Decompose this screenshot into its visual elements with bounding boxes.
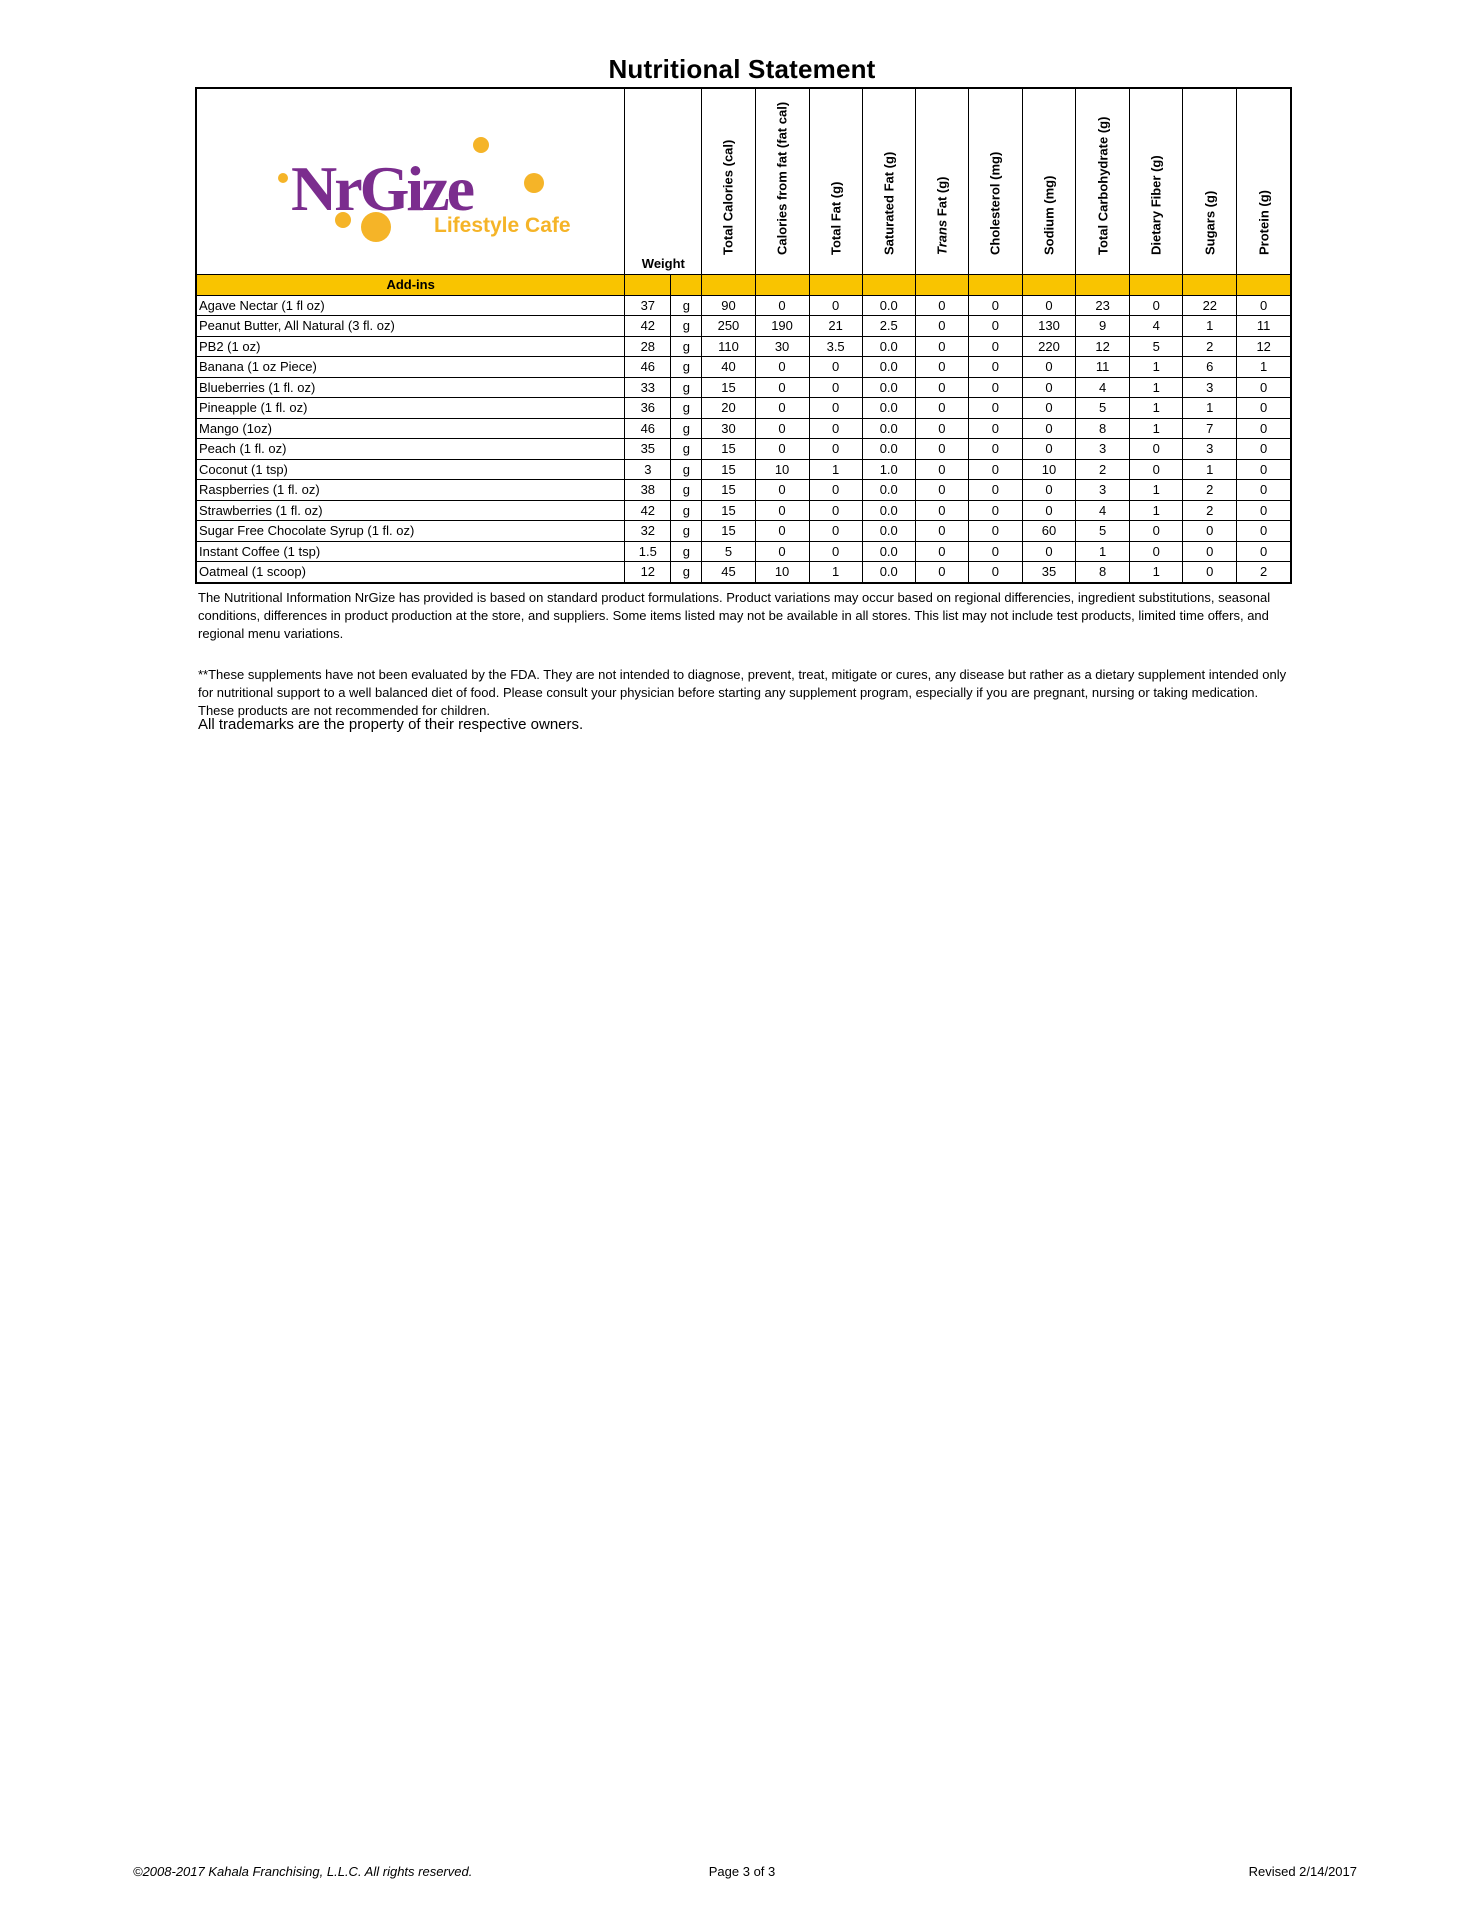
nutrient-value: 0 <box>915 336 968 357</box>
nutrient-value: 15 <box>702 459 755 480</box>
nutrient-value: 0 <box>968 336 1022 357</box>
nutrient-value: 0.0 <box>862 500 915 521</box>
item-name: Peanut Butter, All Natural (3 fl. oz) <box>196 316 625 337</box>
nutrient-value: 0 <box>1183 521 1237 542</box>
item-name: Oatmeal (1 scoop) <box>196 562 625 583</box>
nutrient-value: 2 <box>1183 336 1237 357</box>
nutrient-value: 5 <box>1076 398 1130 419</box>
nutrient-value: 0 <box>809 541 862 562</box>
nutrient-value: 0 <box>1022 377 1075 398</box>
nutrient-value: 0 <box>915 316 968 337</box>
nutrient-value: 0.0 <box>862 377 915 398</box>
nutrient-value: 190 <box>755 316 809 337</box>
nutrient-value: 8 <box>1076 562 1130 583</box>
item-name: Banana (1 oz Piece) <box>196 357 625 378</box>
item-weight-unit: g <box>671 521 702 542</box>
nutrient-value: 5 <box>1130 336 1183 357</box>
item-weight: 42 <box>625 500 671 521</box>
nutrient-value: 0 <box>968 500 1022 521</box>
nutrition-table <box>195 87 1292 584</box>
nutrient-value: 1 <box>1183 316 1237 337</box>
table-row <box>196 521 1291 542</box>
table-row <box>196 336 1291 357</box>
nutrient-value: 1 <box>1183 398 1237 419</box>
nutrient-value: 0.0 <box>862 480 915 501</box>
nutrient-value: 3 <box>1076 439 1130 460</box>
table-row <box>196 398 1291 419</box>
nutrient-value: 1 <box>1237 357 1291 378</box>
nutrient-value: 1 <box>1076 541 1130 562</box>
nutrient-value: 0 <box>915 398 968 419</box>
nutrient-value: 0 <box>968 357 1022 378</box>
logo-brand: NrGize <box>290 153 472 224</box>
nutrient-value: 0.0 <box>862 357 915 378</box>
nutrient-value: 12 <box>1237 336 1291 357</box>
footer-copyright: ©2008-2017 Kahala Franchising, L.L.C. All rights reserved. <box>133 1864 473 1879</box>
nutrient-value: 15 <box>702 480 755 501</box>
nutrient-value: 0 <box>1237 418 1291 439</box>
nutrient-value: 7 <box>1183 418 1237 439</box>
nutrient-value: 0 <box>915 521 968 542</box>
nutrient-value: 0 <box>968 418 1022 439</box>
item-weight-unit: g <box>671 316 702 337</box>
item-weight-unit: g <box>671 398 702 419</box>
item-weight: 37 <box>625 295 671 316</box>
nutrient-value: 0 <box>915 562 968 583</box>
nutrient-value: 3 <box>1183 377 1237 398</box>
nutrient-value: 0.0 <box>862 398 915 419</box>
nutrient-value: 0 <box>1237 500 1291 521</box>
nutrient-value: 0 <box>809 439 862 460</box>
section-row-add-ins <box>196 275 1291 296</box>
nutrient-value: 22 <box>1183 295 1237 316</box>
logo-tagline: Lifestyle Cafe <box>433 214 571 237</box>
item-weight-unit: g <box>671 459 702 480</box>
nutrient-value: 0 <box>1237 541 1291 562</box>
nutrient-value: 10 <box>755 562 809 583</box>
nutrient-value: 15 <box>702 377 755 398</box>
item-weight: 42 <box>625 316 671 337</box>
weight-header: Weight <box>625 88 702 275</box>
nutrient-value: 0 <box>915 377 968 398</box>
footer-revised-date: Revised 2/14/2017 <box>1248 1864 1357 1879</box>
nutrient-value: 30 <box>702 418 755 439</box>
nutrient-value: 0 <box>1130 295 1183 316</box>
nutrient-value: 23 <box>1076 295 1130 316</box>
item-weight: 46 <box>625 418 671 439</box>
nutrient-value: 0 <box>968 377 1022 398</box>
nutrient-value: 250 <box>702 316 755 337</box>
section-label: Add-ins <box>196 275 625 296</box>
nutrient-value: 4 <box>1076 377 1130 398</box>
table-row <box>196 480 1291 501</box>
nutrient-value: 2 <box>1076 459 1130 480</box>
nutrient-value: 0 <box>809 398 862 419</box>
col-header-sugars: Sugars (g) <box>1183 88 1237 275</box>
col-header-cholesterol: Cholesterol (mg) <box>968 88 1022 275</box>
nutrient-value: 0 <box>809 357 862 378</box>
nutrient-value: 0.0 <box>862 295 915 316</box>
nutrient-value: 3.5 <box>809 336 862 357</box>
nutrient-value: 20 <box>702 398 755 419</box>
table-row <box>196 562 1291 583</box>
nutrient-value: 2 <box>1183 500 1237 521</box>
nutrient-value: 40 <box>702 357 755 378</box>
table-row <box>196 439 1291 460</box>
nutrient-value: 0 <box>968 439 1022 460</box>
item-weight: 46 <box>625 357 671 378</box>
table-row <box>196 418 1291 439</box>
col-header-fiber: Dietary Fiber (g) <box>1130 88 1183 275</box>
col-header-saturated-fat: Saturated Fat (g) <box>862 88 915 275</box>
nutrient-value: 0 <box>915 295 968 316</box>
nutrient-value: 0 <box>968 316 1022 337</box>
nutrient-value: 5 <box>1076 521 1130 542</box>
nutrient-value: 110 <box>702 336 755 357</box>
nutrient-value: 220 <box>1022 336 1075 357</box>
nutrient-value: 60 <box>1022 521 1075 542</box>
nutrient-value: 1 <box>1130 500 1183 521</box>
nutrient-value: 1 <box>1130 377 1183 398</box>
nutrient-value: 0 <box>755 439 809 460</box>
nutrient-value: 0 <box>915 459 968 480</box>
nutrient-value: 5 <box>702 541 755 562</box>
nutrient-value: 35 <box>1022 562 1075 583</box>
logo-cell <box>196 88 625 275</box>
nutrient-value: 30 <box>755 336 809 357</box>
table-row <box>196 357 1291 378</box>
item-weight: 28 <box>625 336 671 357</box>
nutrient-value: 0 <box>755 398 809 419</box>
nutrient-value: 0 <box>809 521 862 542</box>
item-weight: 12 <box>625 562 671 583</box>
nutrient-value: 0 <box>755 500 809 521</box>
nutrition-disclaimer: The Nutritional Information NrGize has provided is based on standard product formulations. Product variations may occur based on regional differencies, ingredient substitutions, seasonal conditions, differences in product production at the store, and suppliers. Some items listed may not be available in all stores. This list may not include test products, limited time offers, and regional menu variations. <box>198 590 1271 641</box>
nutrient-value: 4 <box>1130 316 1183 337</box>
nutrient-value: 3 <box>1183 439 1237 460</box>
nutrient-value: 1 <box>1130 357 1183 378</box>
nutrient-value: 0 <box>809 500 862 521</box>
item-weight: 1.5 <box>625 541 671 562</box>
document-title: Nutritional Statement <box>608 54 876 84</box>
nutrient-value: 0 <box>755 377 809 398</box>
nutrient-value: 0 <box>1237 439 1291 460</box>
footer-page-number: Page 3 of 3 <box>708 1864 776 1879</box>
nutrient-value: 0 <box>915 480 968 501</box>
nutrient-value: 0 <box>968 562 1022 583</box>
nutrient-value: 3 <box>1076 480 1130 501</box>
item-name: Strawberries (1 fl. oz) <box>196 500 625 521</box>
item-weight-unit: g <box>671 541 702 562</box>
nutrient-value: 0.0 <box>862 418 915 439</box>
item-name: Raspberries (1 fl. oz) <box>196 480 625 501</box>
nutrient-value: 0 <box>1022 398 1075 419</box>
nutrient-value: 0 <box>1022 541 1075 562</box>
table-row <box>196 377 1291 398</box>
nutrient-value: 2 <box>1237 562 1291 583</box>
item-weight-unit: g <box>671 295 702 316</box>
fda-disclaimer: **These supplements have not been evaluated by the FDA. They are not intended to diagnose, prevent, treat, mitigate or cures, any disease but rather as a dietary supplement intended only for nutritional support to a well balanced diet of food. Please consult your physician before starting any supplement program, especially if you are pregnant, nursing or taking medication. These products are not recommended for children. <box>198 667 1287 718</box>
nutrient-value: 1 <box>1183 459 1237 480</box>
nutrient-value: 0 <box>1183 541 1237 562</box>
nutrient-value: 0 <box>1022 357 1075 378</box>
nutrient-value: 2.5 <box>862 316 915 337</box>
nutrient-value: 0 <box>755 418 809 439</box>
header-row <box>196 88 1291 275</box>
nutrient-value: 0 <box>968 459 1022 480</box>
nutrient-value: 2 <box>1183 480 1237 501</box>
nutrient-value: 0 <box>1237 398 1291 419</box>
col-header-trans-fat: Trans Fat (g) <box>915 88 968 275</box>
nutrient-value: 90 <box>702 295 755 316</box>
nutrient-value: 130 <box>1022 316 1075 337</box>
nutrient-value: 0 <box>755 541 809 562</box>
nutrient-value: 0 <box>809 418 862 439</box>
trademark-notice: All trademarks are the property of their respective owners. <box>198 716 584 733</box>
table-row <box>196 295 1291 316</box>
table-row <box>196 541 1291 562</box>
nutrient-value: 0 <box>809 480 862 501</box>
nutrient-value: 0 <box>968 521 1022 542</box>
nutrient-value: 0 <box>915 439 968 460</box>
nutrient-value: 0 <box>1237 521 1291 542</box>
nutrient-value: 21 <box>809 316 862 337</box>
item-weight-unit: g <box>671 562 702 583</box>
table-row <box>196 500 1291 521</box>
col-header-fat-calories: Calories from fat (fat cal) <box>755 88 809 275</box>
item-name: Agave Nectar (1 fl oz) <box>196 295 625 316</box>
nutrient-value: 0 <box>1022 500 1075 521</box>
item-weight-unit: g <box>671 439 702 460</box>
item-name: Coconut (1 tsp) <box>196 459 625 480</box>
nutrient-value: 0 <box>1022 295 1075 316</box>
col-header-sodium: Sodium (mg) <box>1022 88 1075 275</box>
nutrient-value: 0 <box>1130 439 1183 460</box>
nutrient-value: 10 <box>755 459 809 480</box>
nutrient-value: 0 <box>1130 541 1183 562</box>
nutrient-value: 0 <box>968 480 1022 501</box>
nutrient-value: 9 <box>1076 316 1130 337</box>
nutrient-value: 0 <box>915 418 968 439</box>
table-row <box>196 459 1291 480</box>
nutrient-value: 0 <box>755 521 809 542</box>
nutrient-value: 1 <box>1130 418 1183 439</box>
nutrient-value: 0 <box>1130 521 1183 542</box>
nutrient-value: 1 <box>1130 398 1183 419</box>
nutrient-value: 0 <box>1237 377 1291 398</box>
nutrient-value: 11 <box>1076 357 1130 378</box>
col-header-protein: Protein (g) <box>1237 88 1291 275</box>
item-name: Instant Coffee (1 tsp) <box>196 541 625 562</box>
nutrient-value: 1 <box>809 562 862 583</box>
item-weight-unit: g <box>671 418 702 439</box>
nutrient-value: 0 <box>1237 459 1291 480</box>
nutrient-value: 15 <box>702 500 755 521</box>
nutrient-value: 0.0 <box>862 562 915 583</box>
item-weight-unit: g <box>671 377 702 398</box>
nutrient-value: 0 <box>968 295 1022 316</box>
nutrient-value: 12 <box>1076 336 1130 357</box>
nutrient-value: 0.0 <box>862 439 915 460</box>
nutrient-value: 15 <box>702 439 755 460</box>
item-weight: 3 <box>625 459 671 480</box>
nutrient-value: 0 <box>1130 459 1183 480</box>
nutrient-value: 1 <box>809 459 862 480</box>
item-name: Peach (1 fl. oz) <box>196 439 625 460</box>
nutrient-value: 1 <box>1130 562 1183 583</box>
item-weight-unit: g <box>671 480 702 501</box>
item-weight-unit: g <box>671 500 702 521</box>
item-name: PB2 (1 oz) <box>196 336 625 357</box>
item-name: Mango (1oz) <box>196 418 625 439</box>
nutrient-value: 45 <box>702 562 755 583</box>
nutrient-value: 0 <box>1237 480 1291 501</box>
col-header-carbohydrate: Total Carbohydrate (g) <box>1076 88 1130 275</box>
nutrient-value: 0 <box>915 500 968 521</box>
nutrient-value: 6 <box>1183 357 1237 378</box>
nutrient-value: 0 <box>1022 439 1075 460</box>
nutrient-value: 0.0 <box>862 541 915 562</box>
nutrient-value: 0 <box>809 295 862 316</box>
nutrient-value: 0 <box>1022 418 1075 439</box>
item-weight: 35 <box>625 439 671 460</box>
nutrient-value: 0.0 <box>862 521 915 542</box>
nutrient-value: 1.0 <box>862 459 915 480</box>
item-weight-unit: g <box>671 357 702 378</box>
nutrient-value: 11 <box>1237 316 1291 337</box>
nutrient-value: 0 <box>968 541 1022 562</box>
nutrient-value: 0 <box>968 398 1022 419</box>
item-weight: 33 <box>625 377 671 398</box>
item-weight: 36 <box>625 398 671 419</box>
nutrient-value: 0.0 <box>862 336 915 357</box>
nrgize-logo <box>251 115 571 245</box>
item-weight: 32 <box>625 521 671 542</box>
nutrient-value: 0 <box>915 541 968 562</box>
item-name: Blueberries (1 fl. oz) <box>196 377 625 398</box>
table-row <box>196 316 1291 337</box>
nutrient-value: 0 <box>809 377 862 398</box>
nutrient-value: 10 <box>1022 459 1075 480</box>
nutrient-value: 0 <box>915 357 968 378</box>
nutrient-value: 8 <box>1076 418 1130 439</box>
nutrient-value: 1 <box>1130 480 1183 501</box>
nutrient-value: 0 <box>1237 295 1291 316</box>
nutrient-value: 0 <box>755 480 809 501</box>
nutrient-value: 0 <box>1022 480 1075 501</box>
nutrient-value: 0 <box>1183 562 1237 583</box>
col-header-calories: Total Calories (cal) <box>702 88 755 275</box>
item-weight-unit: g <box>671 336 702 357</box>
nutrient-value: 15 <box>702 521 755 542</box>
item-weight: 38 <box>625 480 671 501</box>
item-name: Sugar Free Chocolate Syrup (1 fl. oz) <box>196 521 625 542</box>
nutrient-value: 0 <box>755 357 809 378</box>
nutrient-value: 0 <box>755 295 809 316</box>
item-name: Pineapple (1 fl. oz) <box>196 398 625 419</box>
col-header-total-fat: Total Fat (g) <box>809 88 862 275</box>
nutrient-value: 4 <box>1076 500 1130 521</box>
